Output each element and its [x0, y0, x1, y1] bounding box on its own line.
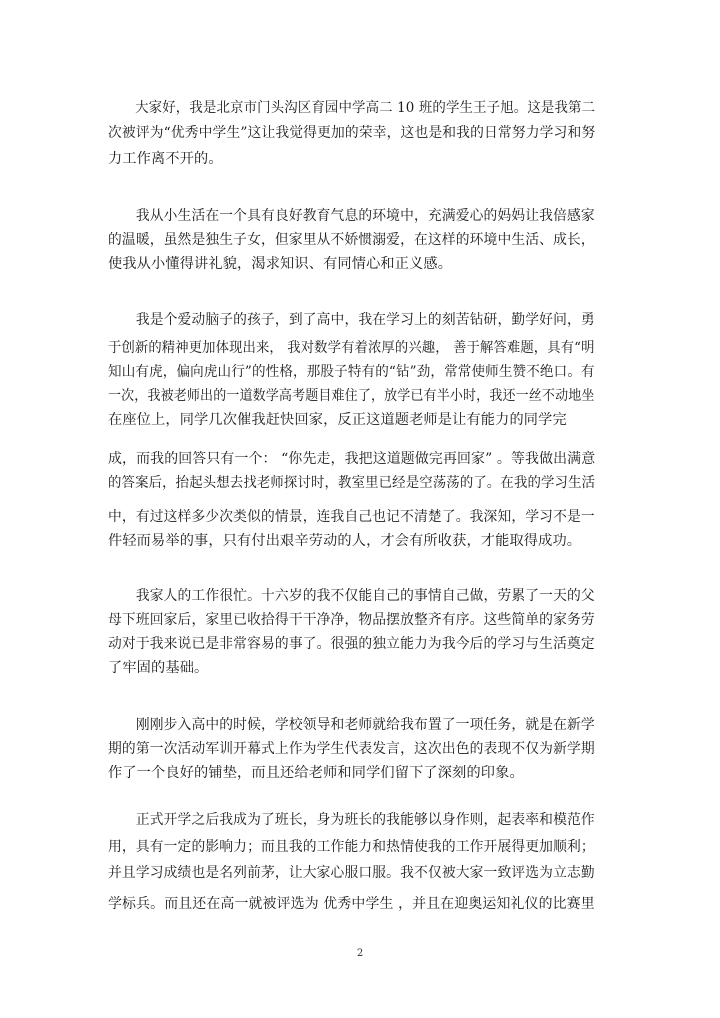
text-line: 我是个爱动脑子的孩子，到了高中，我在学习上的刻苦钻研，勤学好问，勇	[108, 312, 595, 328]
text-line: 大家好，我是北京市门头沟区育园中学高二 10 班的学生王子旭。这是我第二	[108, 100, 596, 116]
text-line: 成，而我的回答只有一个： “你先走，我把这道题做完再回家” 。等我做出满意	[108, 451, 596, 467]
text-line: 力工作离不开的。	[108, 151, 223, 167]
text-line: 中，有过这样多少次类似的情景，连我自己也记不清楚了。我深知，学习不是一	[108, 509, 595, 525]
text-line: 的答案后，抬起头想去找老师探讨时，教室里已经是空荡荡的了。在我的学习生活	[108, 475, 596, 491]
text-line: 在座位上，同学几次催我赶快回家，反正这道题老师是让有能力的同学完	[108, 412, 567, 428]
text-line: 作了一个良好的铺垫，而且还给老师和同学们留下了深刻的印象。	[108, 765, 524, 781]
text-line: 并且学习成绩也是名列前茅，让大家心服口服。我不仅被大家一致评选为立志勤	[108, 865, 595, 881]
text-line: 我家人的工作很忙。十六岁的我不仅能自己的事情自己做，劳累了一天的父	[108, 588, 595, 604]
text-line: 于创新的精神更加体现出来， 我对数学有着浓厚的兴趣， 善于解答难题，具有“明	[108, 340, 595, 356]
text-line: 母下班回家后，家里已收拾得干干净净，物品摆放整齐有序。这些简单的家务劳	[108, 612, 595, 628]
text-line: 期的第一次活动军训开幕式上作为学生代表发言，这次出色的表现不仅为新学期	[108, 741, 595, 757]
text-line: 我从小生活在一个具有良好教育气息的环境中，充满爱心的妈妈让我倍感家	[108, 208, 595, 224]
text-line: 动对于我来说已是非常容易的事了。很强的独立能力为我今后的学习与生活奠定	[108, 636, 595, 652]
text-line: 次被评为“优秀中学生”这让我觉得更加的荣幸，这也是和我的日常努力学习和努	[108, 125, 596, 141]
text-line: 使我从小懂得讲礼貌，渴求知识、有同情心和正义感。	[108, 256, 453, 272]
text-line: 正式开学之后我成为了班长，身为班长的我能够以身作则，起表率和模范作	[108, 812, 595, 828]
text-line: 了牢固的基础。	[108, 660, 209, 676]
text-line: 件轻而易举的事，只有付出艰辛劳动的人，才会有所收获，才能取得成功。	[108, 533, 582, 549]
text-line: 刚刚步入高中的时候，学校领导和老师就给我布置了一项任务，就是在新学	[108, 717, 595, 733]
text-line: 用，具有一定的影响力；而且我的工作能力和热情使我的工作开展得更加顺利；	[108, 839, 595, 855]
text-line: 学标兵。而且还在高一就被评选为 优秀中学生 ，并且在迎奥运知礼仪的比赛里	[108, 896, 595, 912]
text-line: 一次，我被老师出的一道数学高考题目难住了，放学已有半小时，我还一丝不动地坐	[108, 388, 595, 404]
page-number: 2	[356, 948, 364, 959]
text-line: 知山有虎，偏向虎山行”的性格，那股子特有的“钻”劲，常常使师生赞不绝口。有	[108, 364, 595, 380]
text-line: 的温暖，虽然是独生子女，但家里从不娇惯溺爱，在这样的环境中生活、成长，	[108, 232, 595, 248]
